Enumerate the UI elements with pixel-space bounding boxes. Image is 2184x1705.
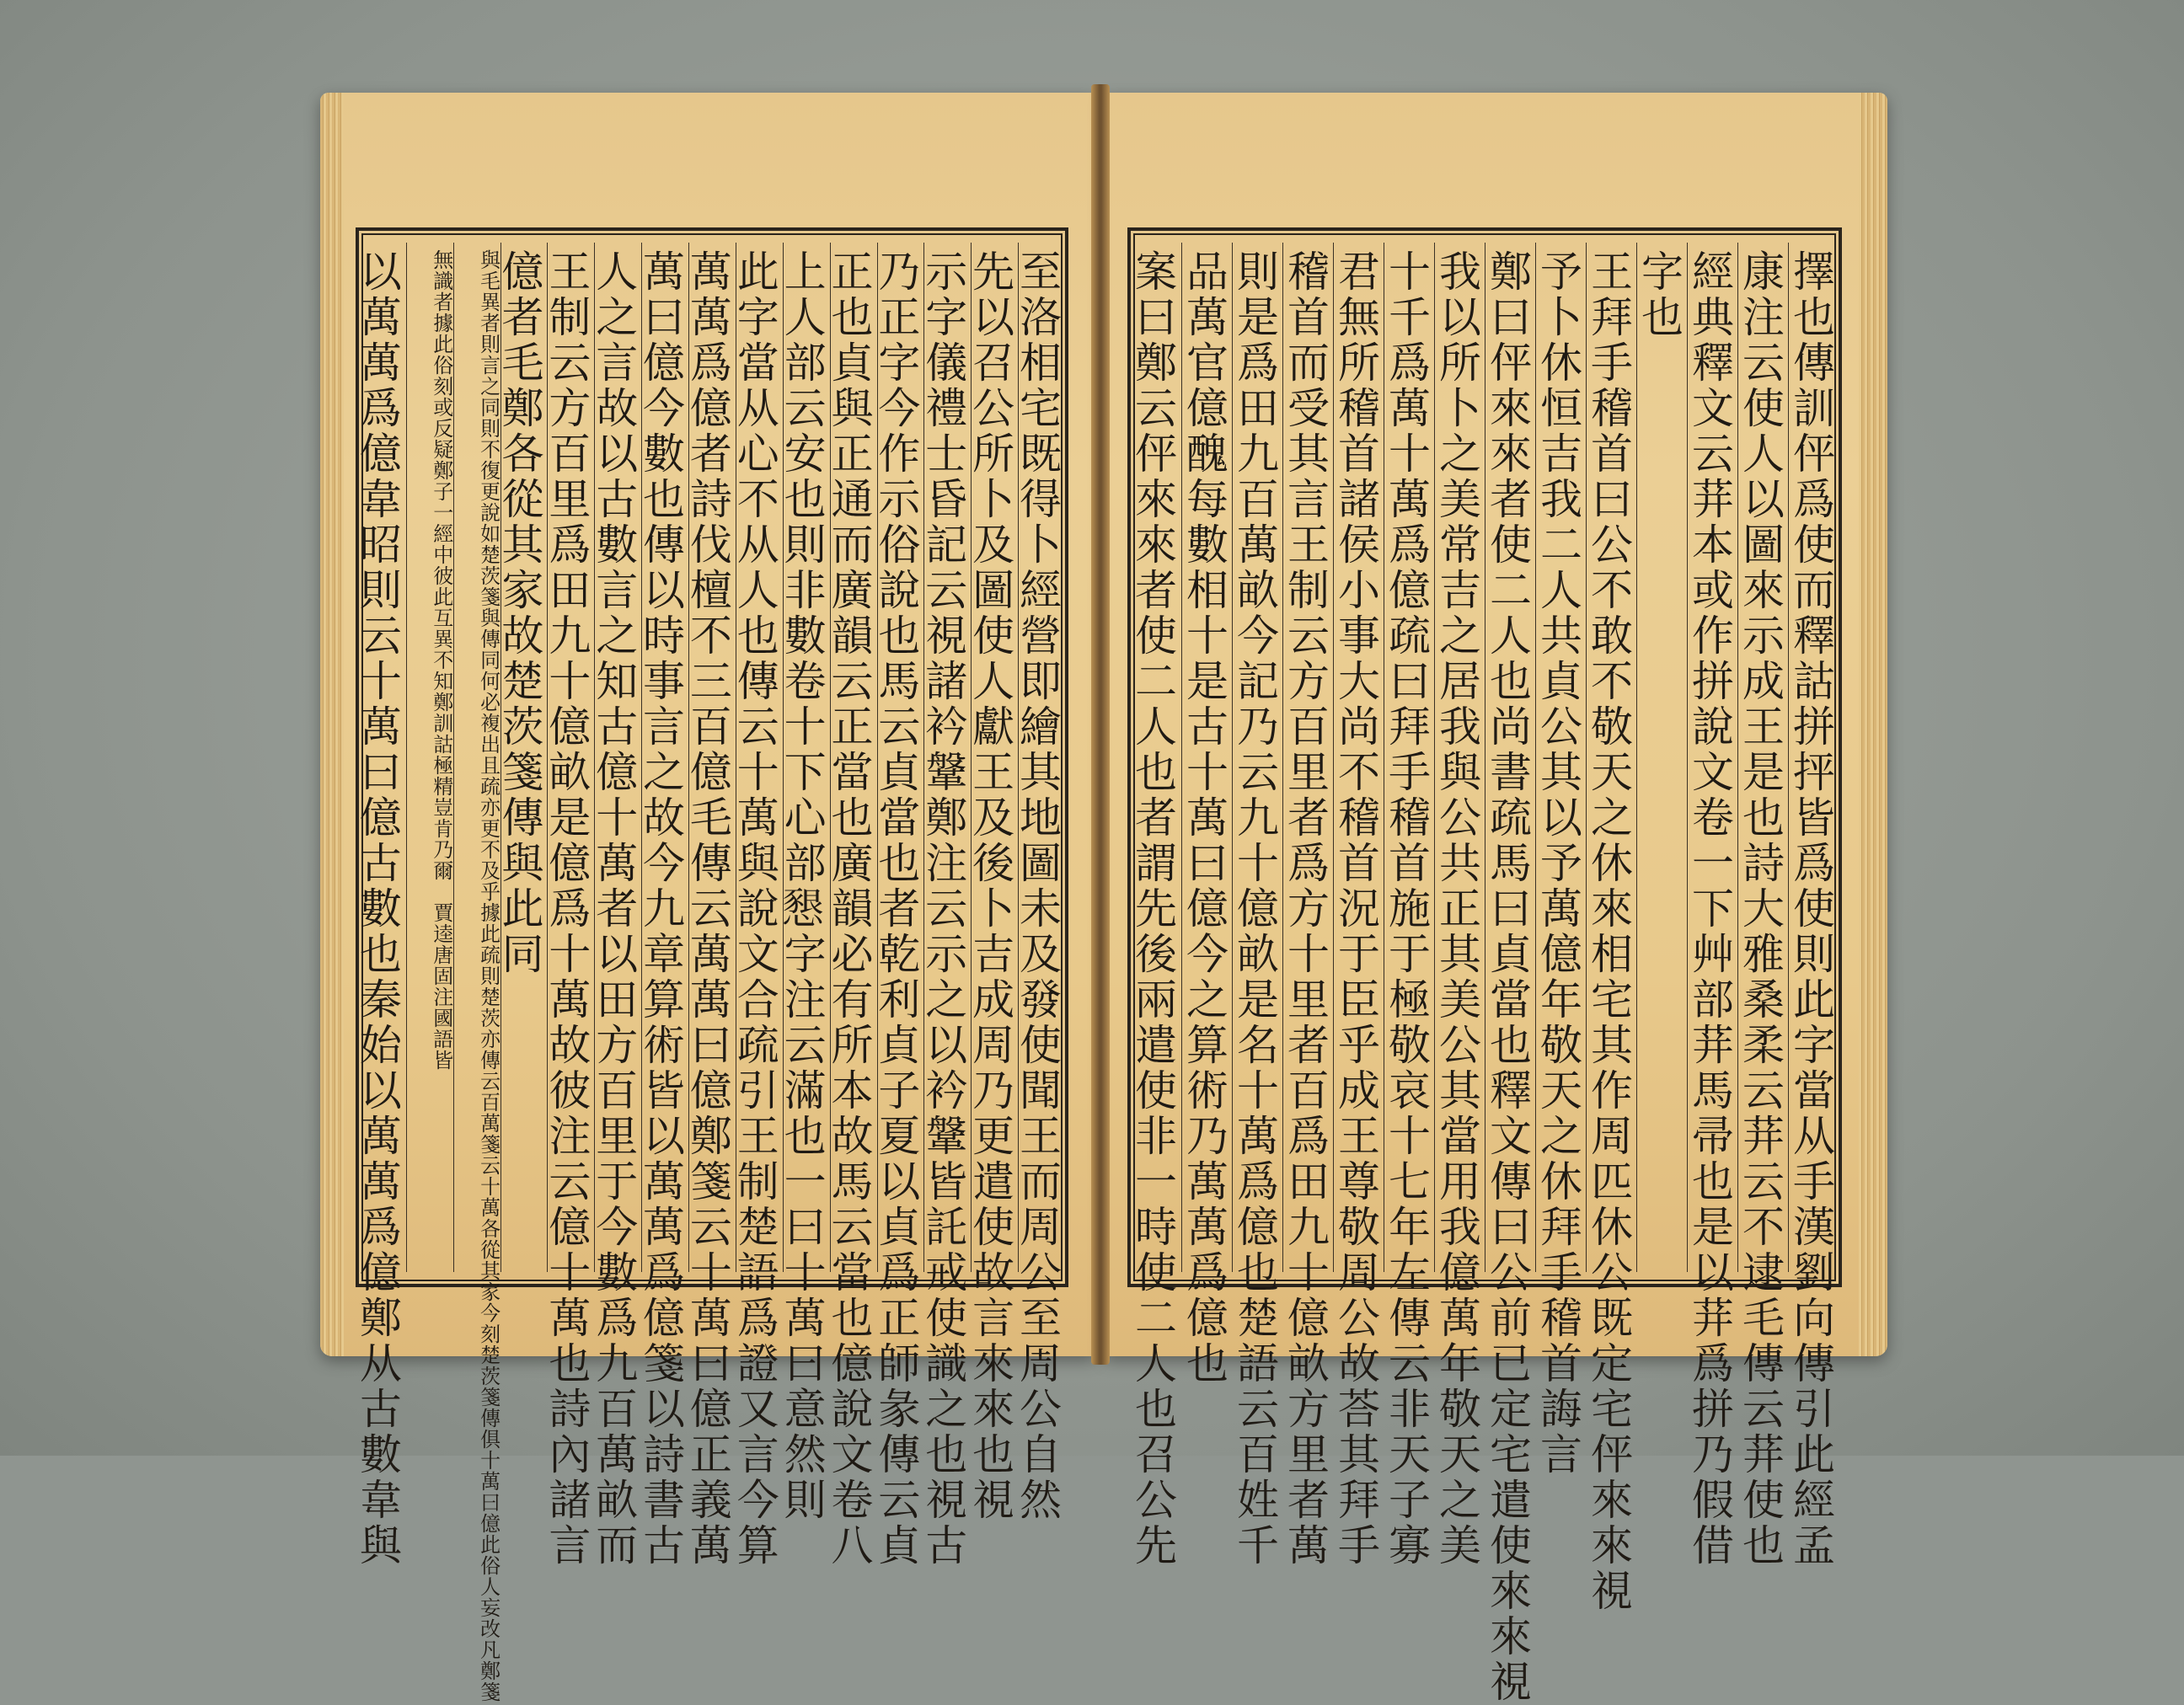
- right-page: [1104, 93, 1887, 1705]
- open-book: [320, 84, 1887, 1705]
- text-column: 至洛相宅既得卜經營即繪其地圖未及發使聞王而周公至周公自然: [1018, 243, 1066, 1272]
- text-column: 鄭曰伻來來者使二人也尚書疏馬曰貞當也釋文傳曰公前已定宅遣使來來視: [1485, 243, 1536, 1272]
- text-column: 先以召公所卜及圖使人獻王及後卜吉成周乃更遣使故言來來也視: [971, 243, 1019, 1272]
- text-column: 王制云方百里爲田九十億畝是億爲十萬故彼注云億十萬也詩內諸言: [547, 243, 595, 1272]
- text-column: 以萬萬爲億韋昭則云十萬曰億古數也秦始以萬萬爲億鄭从古數韋與: [352, 249, 402, 1569]
- text-column: 擇也傳訓伻爲使而釋詁拼抨皆爲使則此字當从手漢劉向傳引此經孟: [1788, 243, 1839, 1272]
- left-text-frame: [352, 227, 1068, 1702]
- text-column: 萬萬爲億者詩伐檀不三百億毛傳云萬萬曰億鄭箋云十萬曰億正義萬: [688, 243, 736, 1272]
- text-column: 乃正字今作示俗說也馬云貞當也者乾利貞子夏以貞爲正師彖傳云貞: [877, 243, 925, 1272]
- text-column: 字也: [1636, 243, 1688, 1272]
- text-column: 康注云使人以圖來示成王是也詩大雅桑柔云荓云不逮毛傳云荓使也: [1737, 243, 1789, 1272]
- text-column: 示字儀禮士昏記云視諸衿鞶鄭注云示之以衿鞶皆託戒使識之也視古: [923, 243, 972, 1272]
- text-column: 經典釋文云荓本或作拼說文卷一下艸部荓馬帚也是以荓爲拼乃假借: [1687, 243, 1738, 1272]
- text-column: 正也貞與正通而廣韻云正當也廣韻必有所本故馬云當也億說文卷八: [830, 243, 878, 1272]
- text-column: 案曰鄭云伻來來者使二人也者謂先後兩遣使非一時使二人也召公先: [1128, 249, 1177, 1569]
- text-column: 萬曰億今數也傳以時事言之故今九章算術皆以萬萬爲億箋以詩書古: [641, 243, 689, 1272]
- text-column: 此字當从心不从人也傳云十萬與說文合疏引王制楚語爲證又言今算: [736, 243, 784, 1272]
- text-column: 我以所卜之美常吉之居我與公共正其美公其當用我億萬年敬天之美: [1434, 243, 1485, 1272]
- text-column: 無識者據此俗刻或反疑鄭子一經中彼此互異不知鄭訓詁極精豈肯乃爾 賈逵唐固注國語皆: [406, 243, 454, 1272]
- book-gutter: [1091, 84, 1110, 1365]
- text-column: 稽首而受其言王制云方百里者爲方十里者百爲田九十億畝方里者萬: [1282, 243, 1334, 1272]
- text-column: 君無所稽首諸侯小事大尚不稽首況于臣乎成王尊敬周公故荅其拜手: [1333, 243, 1384, 1272]
- right-text-frame: [1127, 227, 1842, 1705]
- text-column: 億者毛鄭各從其家故楚茨箋傳與此同: [500, 243, 549, 1272]
- left-page: [320, 93, 1095, 1702]
- text-column: 十千爲萬十萬爲億疏曰拜手稽首施于極敬哀十七年左傳云非天子寡: [1384, 243, 1435, 1272]
- text-column: 王拜手稽首曰公不敢不敬天之休來相宅其作周匹休公既定宅伻來來視: [1586, 243, 1637, 1272]
- text-column: 則是爲田九百萬畝今記乃云九十億畝是名十萬爲億也楚語云百姓千: [1232, 243, 1283, 1272]
- text-column: 人之言故以古數言之知古億十萬者以田方百里于今數爲九百萬畝而: [594, 243, 642, 1272]
- text-column: 與毛異者則言之同則不復更說如楚茨箋與傳同何必複出且疏亦更不及乎據此疏則楚茨亦傳云百萬箋云十萬各從其家今刻楚茨箋傳俱十萬曰億此俗人妄改凡鄭箋: [453, 243, 501, 1272]
- text-column: 上人部云安也則非數卷十下心部𢡆字注云滿也一曰十萬曰意然則: [783, 243, 831, 1272]
- text-column: 品萬官億醜每數相十是古十萬曰億今之算術乃萬萬爲億也: [1181, 243, 1233, 1272]
- text-column: 予卜休恒吉我二人共貞公其以予萬億年敬天之休拜手稽首誨言: [1535, 243, 1587, 1272]
